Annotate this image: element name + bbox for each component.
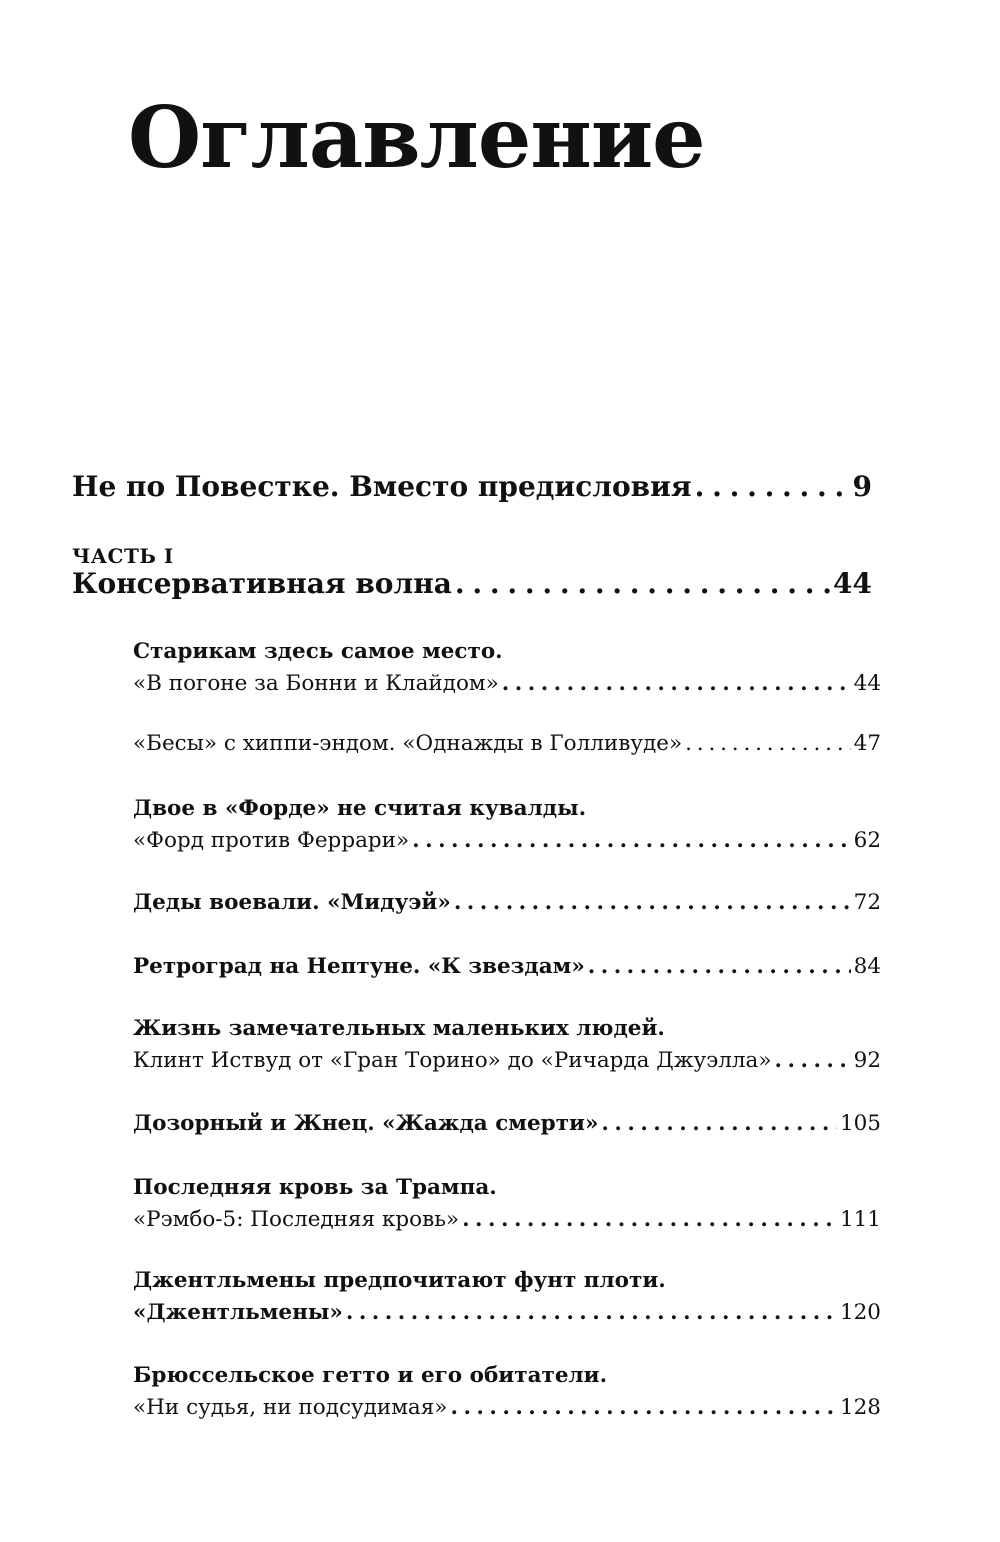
toc-page-number: 84 (853, 954, 881, 979)
toc-page-number: 120 (839, 1300, 881, 1325)
toc-entry-chapter[interactable] (133, 951, 881, 983)
chapter-title-line1: Джентльмены предпочитают фунт плоти. (133, 1268, 666, 1293)
toc-entry-chapter[interactable] (133, 728, 881, 760)
toc-entry-chapter[interactable] (133, 887, 881, 919)
toc-entry-title: Не по Повестке. Вместо предисловия (72, 470, 692, 503)
toc-page-number: 111 (839, 1207, 881, 1232)
toc-page-number: 44 (833, 567, 872, 600)
chapter-title-line2: «В погоне за Бонни и Клайдом» (133, 671, 499, 696)
dot-leader (346, 1297, 837, 1329)
dot-leader (685, 728, 851, 760)
dot-leader (455, 567, 830, 600)
chapter-title-line2: Клинт Иствуд от «Гран Торино» до «Ричарда Джуэлла» (133, 1048, 772, 1073)
page-title: Оглавление (128, 88, 705, 187)
chapter-title-line1: Последняя кровь за Трампа. (133, 1175, 497, 1200)
chapter-title-line1: Жизнь замечательных маленьких людей. (133, 1016, 665, 1041)
toc-entry-intro[interactable] (72, 470, 872, 503)
toc-entry-part-1[interactable] (72, 567, 872, 600)
dot-leader (462, 1204, 837, 1236)
toc-entry-chapter[interactable] (133, 636, 881, 700)
toc-page-number: 72 (853, 890, 881, 915)
toc-page-number: 105 (839, 1111, 881, 1136)
chapter-title-line2: «Рэмбо-5: Последняя кровь» (133, 1207, 460, 1232)
toc-page-number: 92 (853, 1048, 881, 1073)
toc-entry-chapter[interactable] (133, 1360, 881, 1424)
toc-page-number: 47 (853, 731, 881, 756)
dot-leader (588, 951, 851, 983)
dot-leader (502, 668, 851, 700)
chapter-title-line2: «Джентльмены» (133, 1300, 343, 1325)
dot-leader (695, 470, 850, 503)
chapter-title: Дозорный и Жнец. «Жажда смерти» (133, 1111, 599, 1136)
chapter-title: Деды воевали. «Мидуэй» (133, 890, 451, 915)
part-label: ЧАСТЬ I (72, 544, 174, 568)
dot-leader (454, 887, 851, 919)
toc-entry-chapter[interactable] (133, 793, 881, 857)
chapter-title-line1: Брюссельское гетто и его обитатели. (133, 1363, 608, 1388)
part-title: Консервативная волна (72, 567, 452, 600)
toc-entry-chapter[interactable] (133, 1108, 881, 1140)
toc-page-number: 128 (839, 1395, 881, 1420)
toc-entry-chapter[interactable] (133, 1265, 881, 1329)
dot-leader (412, 825, 851, 857)
dot-leader (601, 1108, 837, 1140)
chapter-title-line1: Старикам здесь самое место. (133, 639, 503, 664)
dot-leader (775, 1045, 851, 1077)
dot-leader (450, 1392, 836, 1424)
chapter-title: Ретроград на Нептуне. «К звездам» (133, 954, 585, 979)
chapter-title: «Бесы» с хиппи-эндом. «Однажды в Голливуде» (133, 731, 683, 756)
toc-entry-chapter[interactable] (133, 1013, 881, 1077)
chapter-title-line2: «Форд против Феррари» (133, 828, 410, 853)
toc-page-number: 62 (853, 828, 881, 853)
toc-page-number: 9 (852, 470, 872, 503)
toc-entry-chapter[interactable] (133, 1172, 881, 1236)
chapter-title-line2: «Ни судья, ни подсудимая» (133, 1395, 448, 1420)
toc-page-number: 44 (853, 671, 881, 696)
chapter-title-line1: Двое в «Форде» не считая кувалды. (133, 796, 587, 821)
